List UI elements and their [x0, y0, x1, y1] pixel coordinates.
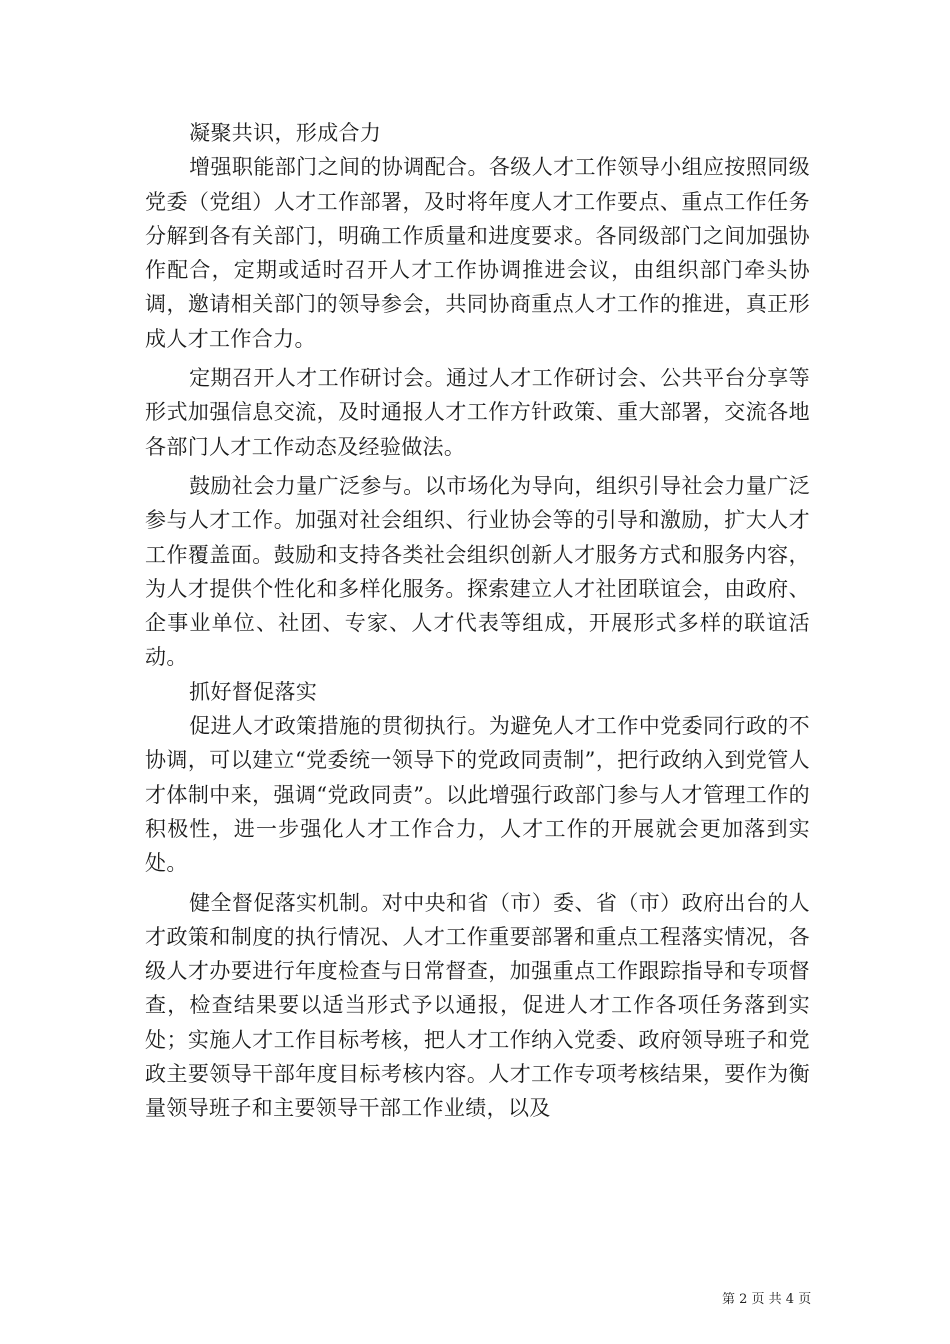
page-number-footer: 第 2 页 共 4 页: [722, 1292, 812, 1307]
section-heading-supervision: 抓好督促落实: [189, 679, 318, 704]
paragraph-coordination: 增强职能部门之间的协调配合。各级人才工作领导小组应按照同级党委（党组）人才工作部署，及时将年度人才工作要点、重点工作任务分解到各有关部门，明确工作质量和进度要求。各同级部门之间加强协作配合，定期或适时召开人才工作协调推进会议，由组织部门牵头协调，邀请相关部门的领导参会，共同协商重点人才工作的推进，真正形成人才工作合力。: [145, 155, 810, 351]
paragraph-policy-implementation: 促进人才政策措施的贯彻执行。为避免人才工作中党委同行政的不协调，可以建立“党委统一领导下的党政同责制”，把行政纳入到党管人才体制中来，强调“党政同责”。以此增强行政部门参与人才管理工作的积极性，进一步强化人才工作合力，人才工作的开展就会更加落到实处。: [145, 714, 810, 876]
paragraph-seminar: 定期召开人才工作研讨会。通过人才工作研讨会、公共平台分享等形式加强信息交流，及时通报人才工作方针政策、重大部署，交流各地各部门人才工作动态及经验做法。: [145, 366, 810, 459]
paragraph-social-participation: 鼓励社会力量广泛参与。以市场化为导向，组织引导社会力量广泛参与人才工作。加强对社会组织、行业协会等的引导和激励，扩大人才工作覆盖面。鼓励和支持各类社会组织创新人才服务方式和服务内容，为人才提供个性化和多样化服务。探索建立人才社团联谊会，由政府、企事业单位、社团、专家、人才代表等组成，开展形式多样的联谊活动。: [145, 473, 810, 670]
section-heading-consensus: 凝聚共识，形成合力: [189, 121, 382, 145]
paragraph-supervision-mechanism: 健全督促落实机制。对中央和省（市）委、省（市）政府出台的人才政策和制度的执行情况、人才工作重要部署和重点工程落实情况，各级人才办要进行年度检查与日常督查，加强重点工作跟踪指导和专项督查，检查结果要以适当形式予以通报，促进人才工作各项任务落到实处；实施人才工作目标考核，把人才工作纳入党委、政府领导班子和党政主要领导干部年度目标考核内容。人才工作专项考核结果，要作为衡量领导班子和主要领导干部工作业绩，以及: [145, 890, 810, 1121]
document-body: [145, 116, 810, 1126]
